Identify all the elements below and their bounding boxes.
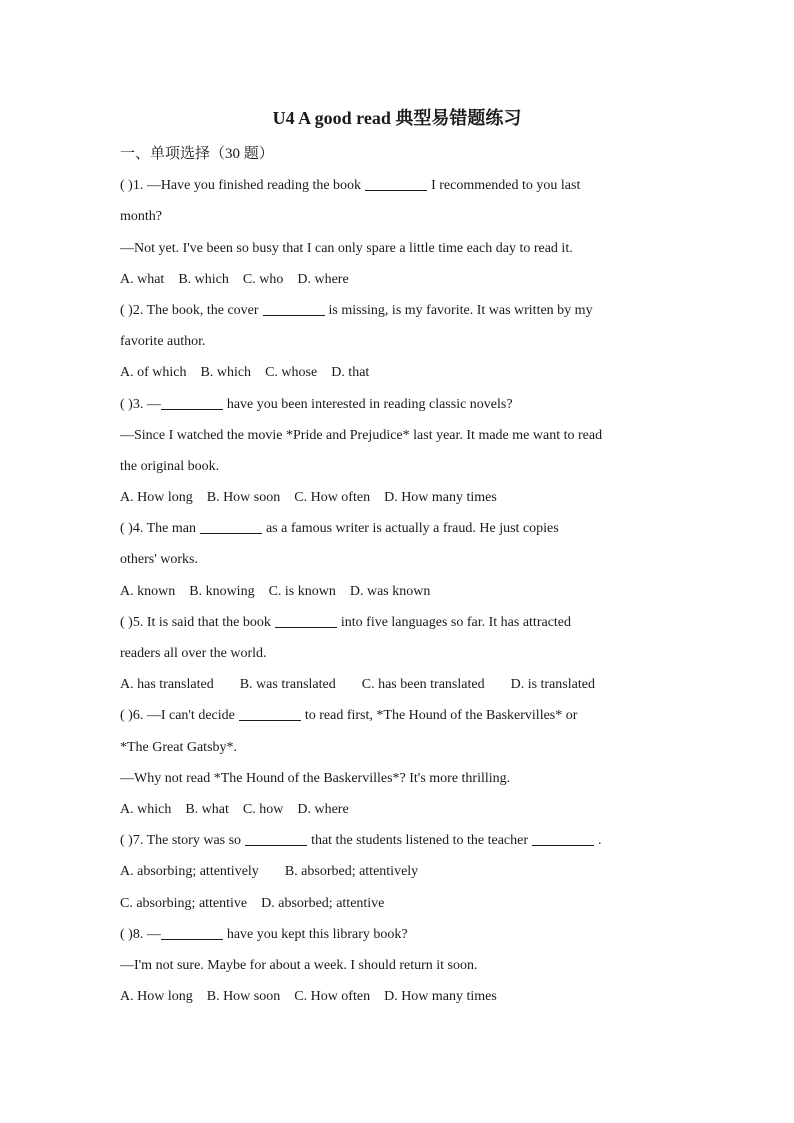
question-5-line-1 [120,607,673,638]
option-b: B. was translated [239,677,336,693]
question-4-line-2: others' works. [120,552,198,568]
option-c: C. whose [265,365,318,381]
option-b: B. How soon [206,490,281,506]
question-2-line-1 [120,295,673,326]
question-1-line-1 [120,170,673,201]
answer-blank [275,613,337,628]
document-title: U4 A good read 典型易错题练习 [272,108,522,128]
option-d: D. absorbed; attentive [261,895,385,911]
option-c: C. has been translated [361,677,485,693]
question-3-line-1 [120,389,673,420]
question-4-options [120,576,673,607]
question-7-after-blank: that the students listened to the teacher [311,833,528,849]
option-b: B. which [178,271,229,287]
question-7-end: . [598,833,602,849]
question-6-prefix: ( )6. —I can't decide [120,708,235,724]
option-b: B. knowing [189,583,255,599]
option-c: C. absorbing; attentive [120,895,248,911]
option-c: C. is known [268,583,336,599]
question-2-prefix: ( )2. The book, the cover [120,302,259,318]
option-a: A. absorbing; attentively [120,864,259,880]
question-3-options [120,482,673,513]
question-2-line-2: favorite author. [120,334,206,350]
question-8-line-2: —I'm not sure. Maybe for about a week. I should return it soon. [120,957,478,973]
question-6-line-3: —Why not read *The Hound of the Baskervilles*? It's more thrilling. [120,770,511,786]
question-5-prefix: ( )5. It is said that the book [120,614,271,630]
answer-blank [365,176,427,191]
answer-blank [245,831,307,846]
option-c: C. How often [294,989,371,1005]
option-d: D. is translated [510,677,595,693]
option-c: C. how [242,801,284,817]
option-d: D. that [331,365,370,381]
question-8-prefix: ( )8. — [120,926,161,942]
answer-blank [263,301,325,316]
option-d: D. How many times [384,989,497,1005]
option-c: C. who [242,271,284,287]
option-a: A. of which [120,365,187,381]
question-5-line-2: readers all over the world. [120,646,267,661]
question-4-prefix: ( )4. The man [120,521,196,537]
question-5-after-blank: into five languages so far. It has attracted [340,614,572,630]
question-3-after-blank: have you been interested in reading classic novels? [226,396,513,412]
question-6-options [120,794,673,825]
question-1-prefix: ( )1. —Have you finished reading the book [120,178,362,194]
answer-blank [161,925,223,940]
option-b: B. absorbed; attentively [284,864,419,880]
question-6-line-2: *The Great Gatsby*. [120,739,238,755]
question-3-line-2: —Since I watched the movie *Pride and Prejudice* last year. It made me want to read [120,427,603,443]
option-d: D. where [297,271,349,287]
option-d: D. How many times [384,490,497,506]
option-c: C. How often [294,490,371,506]
question-3-prefix: ( )3. — [120,396,161,412]
question-1-line-3: —Not yet. I've been so busy that I can only spare a little time each day to read it. [120,240,573,256]
option-a: A. has translated [120,677,214,693]
option-d: D. where [297,801,349,817]
question-8-line-1 [120,919,673,950]
question-2-after-blank: is missing, is my favorite. It was written by my [328,302,593,318]
option-a: A. which [120,801,172,817]
question-3-line-3: the original book. [120,458,220,474]
question-4-after-blank: as a famous writer is actually a fraud. He just copies [265,521,559,537]
question-1-line-2: month? [120,209,162,225]
question-4-line-1 [120,513,673,544]
option-b: B. what [185,801,229,817]
question-6-line-1 [120,700,673,731]
option-a: A. what [120,271,165,287]
question-5-options [120,669,673,700]
question-7-line-1 [120,825,673,856]
question-8-after-blank: have you kept this library book? [226,926,408,942]
option-b: B. How soon [206,989,281,1005]
option-a: A. How long [120,989,193,1005]
question-6-after-blank: to read first, *The Hound of the Baskervilles* or [304,708,578,724]
answer-blank [239,706,301,721]
question-7-prefix: ( )7. The story was so [120,833,242,849]
option-d: D. was known [349,583,431,599]
answer-blank [532,831,594,846]
question-8-options [120,981,673,1012]
answer-blank [161,395,223,410]
section-title: 一、单项选择（30 题） [120,146,274,162]
option-a: A. known [120,583,176,599]
question-2-options [120,357,673,388]
question-1-options [120,264,673,295]
question-1-after-blank: I recommended to you last [431,178,581,194]
option-b: B. which [200,365,252,381]
question-7-options-row-1 [120,856,673,887]
option-a: A. How long [120,490,193,506]
answer-blank [200,519,262,534]
question-7-options-row-2 [120,888,673,919]
document-content [120,139,673,1012]
